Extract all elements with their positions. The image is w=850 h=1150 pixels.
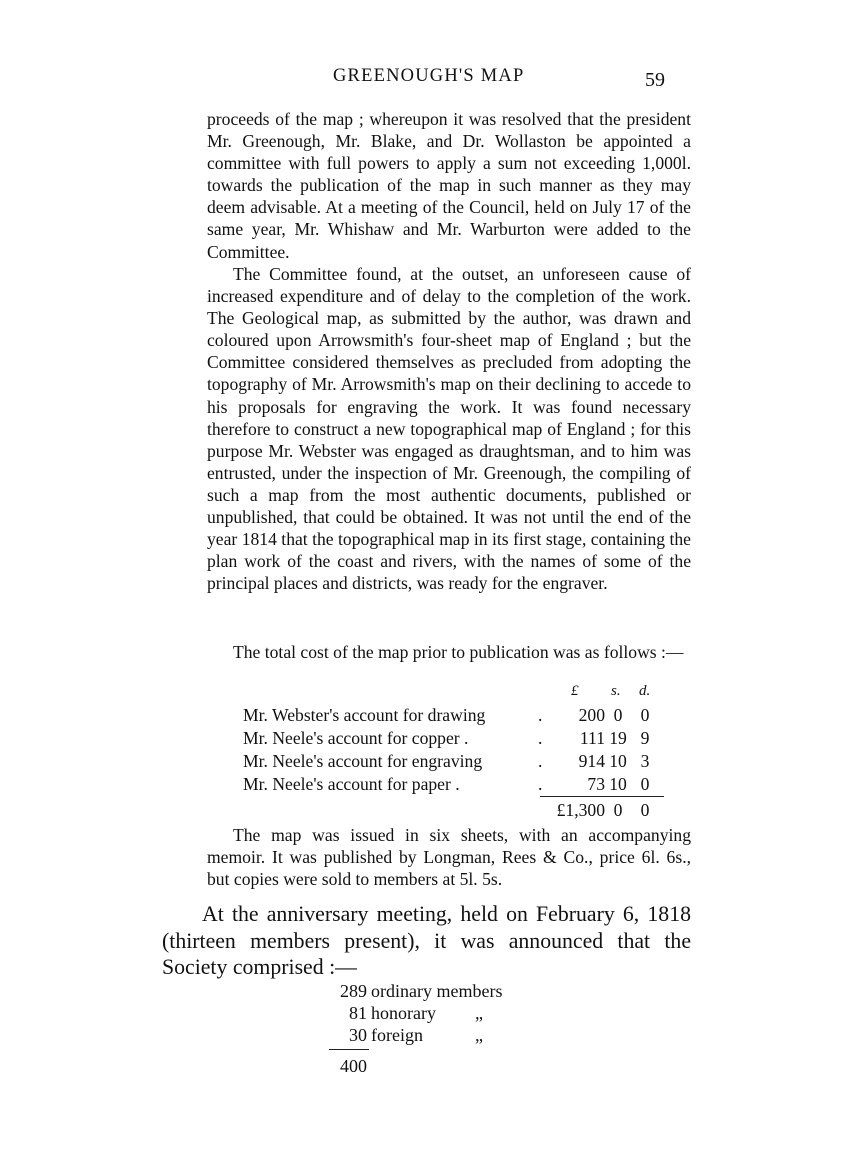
- paragraph-3-text: The total cost of the map prior to publication was as follows :—: [233, 642, 684, 662]
- member-count: 30: [349, 1025, 367, 1045]
- ledger-pence: 0: [640, 774, 650, 794]
- ledger-total-row: [243, 800, 663, 822]
- ledger-row: [243, 751, 663, 773]
- ledger-pence: 9: [640, 728, 650, 748]
- ledger-desc: Mr. Neele's account for paper .: [243, 774, 460, 794]
- ledger-row: [243, 774, 663, 796]
- ledger-total-pounds: £1,300: [556, 800, 605, 820]
- ledger-pounds: 200: [578, 705, 605, 725]
- ledger-desc: Mr. Neele's account for copper .: [243, 728, 469, 748]
- ditto-mark: „: [475, 1003, 483, 1023]
- paragraph-1: [207, 108, 691, 263]
- ledger-pounds: 73: [587, 774, 605, 794]
- ledger-dot: .: [538, 728, 543, 748]
- page-number: 59: [645, 69, 665, 91]
- member-label: foreign: [371, 1025, 423, 1045]
- member-count: 81: [349, 1003, 367, 1023]
- paragraph-1-text: proceeds of the map ; whereupon it was resolved that the president Mr. Greenough, Mr. Blake, and Dr. Wollaston be appointed a committee with full powers to apply a sum not exceeding 1,000l. towards the publication of the map in such manner as they may deem advisable. At a meeting of the Council, held on July 17 of the same year, Mr. Whishaw and Mr. Warburton were added to the Committee.: [207, 109, 691, 262]
- ledger-row: [243, 728, 663, 750]
- ledger-pounds: 111: [579, 728, 605, 748]
- ledger-shillings: 19: [609, 728, 627, 748]
- ledger-total-shillings: 0: [613, 800, 623, 820]
- unit-pence: d.: [639, 683, 651, 699]
- member-label: honorary: [371, 1003, 436, 1023]
- unit-pounds: £: [571, 683, 579, 699]
- ledger-pounds: 914: [578, 751, 605, 771]
- running-title: GREENOUGH'S MAP: [333, 66, 525, 86]
- ledger-dot: .: [538, 705, 543, 725]
- member-count: 289: [340, 981, 367, 1001]
- paragraph-4-text: The map was issued in six sheets, with an accompanying memoir. It was published by Longman, Rees & Co., price 6l. 6s., but copies were sold to members at 5l. 5s.: [207, 825, 691, 890]
- paragraph-4: [207, 824, 691, 890]
- unit-shillings: s.: [611, 683, 621, 699]
- paragraph-2-text: The Committee found, at the outset, an unforeseen cause of increased expenditure and of delay to the completion of the work. The Geological map, as submitted by the author, was drawn and coloured upon Arrowsmith's four-sheet map of England ; but the Committee considered themselves as precluded from adopting the topography of Mr. Arrowsmith's map on their declining to accede to his proposals for engraving the work. It was found necessary therefore to construct a new topographical map of England ; for this purpose Mr. Webster was engaged as draughtsman, and to him was entrusted, under the inspection of Mr. Greenough, the compiling of such a map from the most authentic documents, published or unpublished, that could be obtained. It was not until the end of the year 1814 that the topographical map in its first stage, containing the plan work of the coast and rivers, with the names of some of the principal places and districts, was ready for the engraver.: [207, 264, 691, 594]
- ledger-total-rule: [540, 796, 664, 797]
- ledger-shillings: 0: [613, 705, 623, 725]
- ledger-total-pence: 0: [640, 800, 650, 820]
- ledger-dot: .: [538, 774, 543, 794]
- ledger-dot: .: [538, 751, 543, 771]
- paragraph-5: [162, 901, 691, 981]
- ledger-desc: Mr. Neele's account for engraving: [243, 751, 483, 771]
- ledger-pence: 0: [640, 705, 650, 725]
- page-header: [0, 66, 850, 92]
- membership-total-rule: [329, 1049, 369, 1050]
- ledger-row: [243, 705, 663, 727]
- ledger-shillings: 10: [609, 774, 627, 794]
- ditto-mark: „: [475, 1025, 483, 1045]
- ledger-shillings: 10: [609, 751, 627, 771]
- membership-total-row: [327, 1056, 547, 1078]
- membership-row: [327, 1025, 547, 1047]
- paragraph-2: [207, 263, 691, 594]
- paragraph-5-text: At the anniversary meeting, held on February 6, 1818 (thirteen members present), it was announced that the Society comprised :—: [162, 902, 691, 980]
- paragraph-3: [207, 641, 691, 663]
- member-label: ordinary members: [371, 981, 503, 1001]
- member-total: 400: [340, 1056, 367, 1076]
- membership-row: [327, 981, 547, 1003]
- membership-row: [327, 1003, 547, 1025]
- ledger-pence: 3: [640, 751, 650, 771]
- ledger-desc: Mr. Webster's account for drawing: [243, 705, 486, 725]
